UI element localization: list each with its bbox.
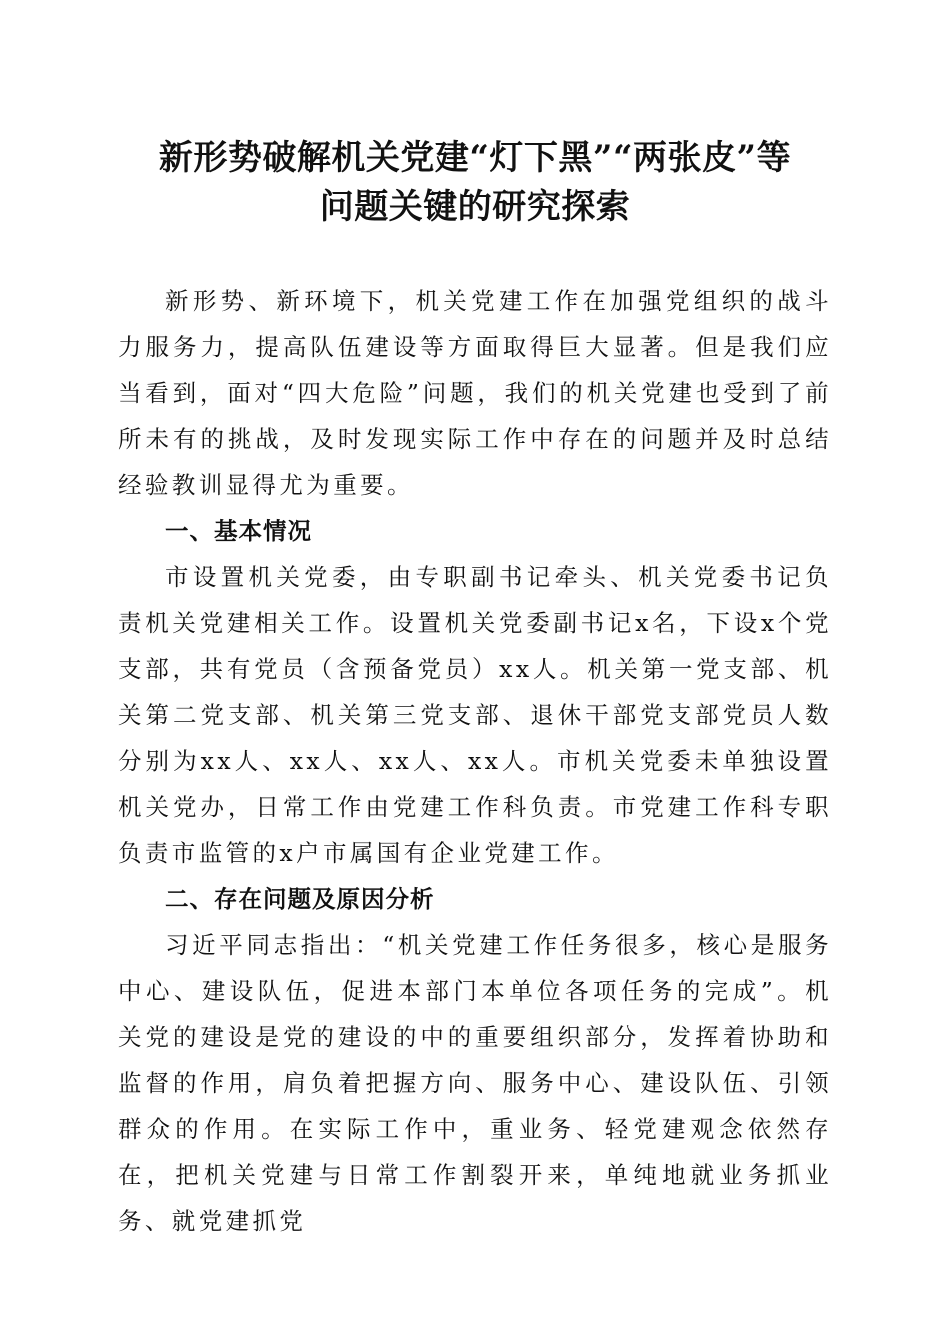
section-heading-basic-situation: 一、基本情况 — [165, 517, 312, 545]
intro-paragraph: 新形势、新环境下，机关党建工作在加强党组织的战斗力服务力，提高队伍建设等方面取得巨大显著。但是我们应当看到，面对“四大危险”问题，我们的机关党建也受到了前所未有的挑战，及时发现实际工作中存在的问题并及时总结经验教训显得尤为重要。 — [118, 287, 832, 499]
section-heading-problems-analysis: 二、存在问题及原因分析 — [165, 885, 435, 913]
basic-situation-paragraph: 市设置机关党委，由专职副书记牵头、机关党委书记负责机关党建相关工作。设置机关党委副书记x名，下设x个党支部，共有党员（含预备党员）xx人。机关第一党支部、机关第二党支部、机关第三党支部、退休干部党支部党员人数分别为xx人、xx人、xx人、xx人。市机关党委未单独设置机关党办，日常工作由党建工作科负责。市党建工作科专职负责市监管的x户市属国有企业党建工作。 — [118, 563, 832, 867]
title-line-2: 问题关键的研究探索 — [319, 187, 631, 227]
document-title — [110, 134, 840, 232]
document-body — [118, 278, 832, 1244]
problems-analysis-paragraph: 习近平同志指出：“机关党建工作任务很多，核心是服务中心、建设队伍，促进本部门本单位各项任务的完成”。机关党的建设是党的建设的中的重要组织部分，发挥着协助和监督的作用，肩负着把握方向、服务中心、建设队伍、引领群众的作用。在实际工作中，重业务、轻党建观念依然存在，把机关党建与日常工作割裂开来，单纯地就业务抓业务、就党建抓党 — [118, 931, 832, 1235]
title-line-1: 新形势破解机关党建“灯下黑”“两张皮”等 — [158, 138, 792, 178]
